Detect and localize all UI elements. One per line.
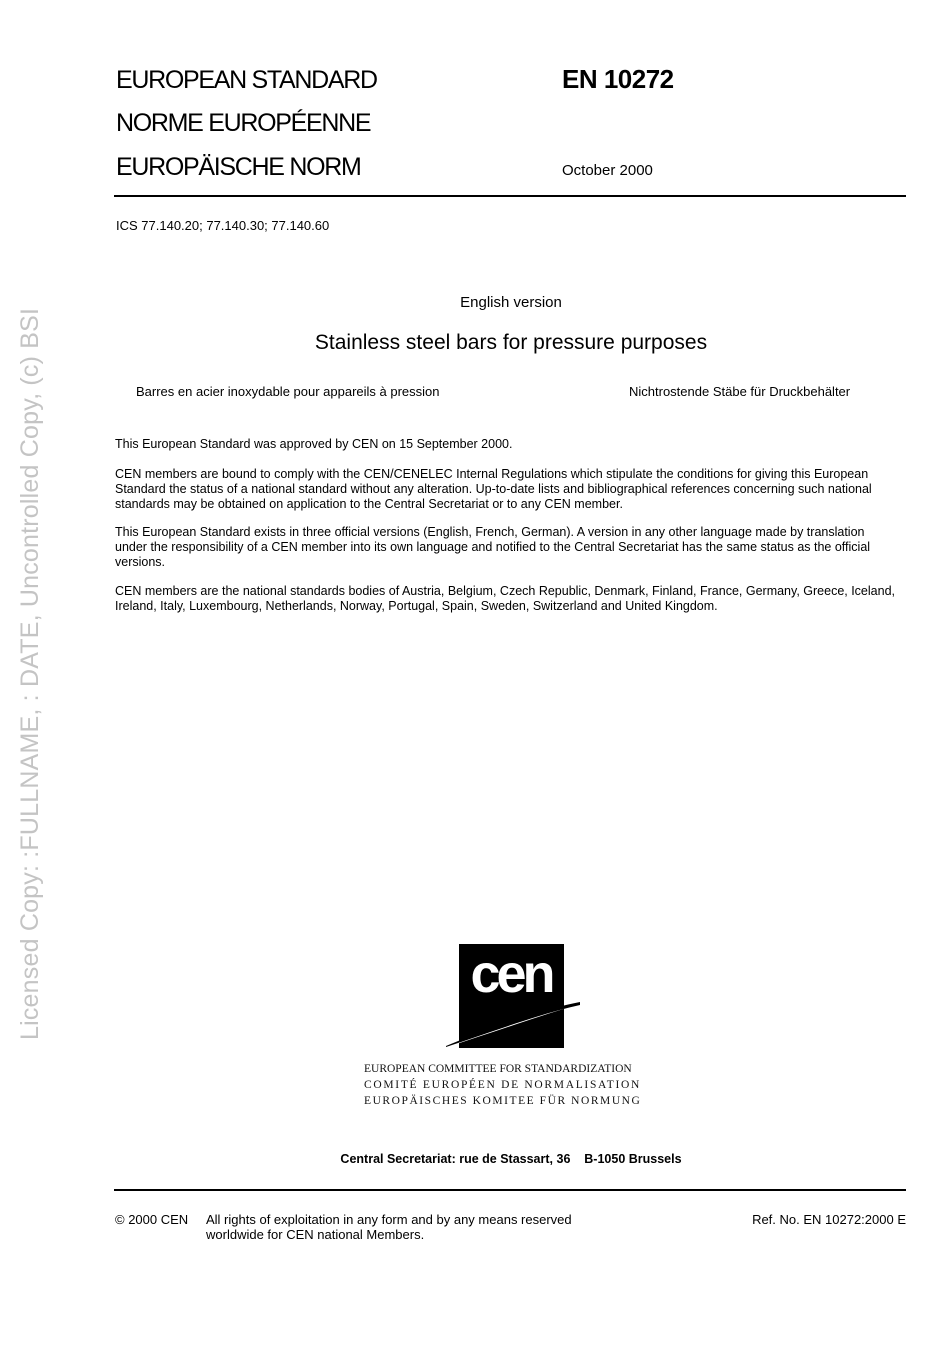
header-divider	[114, 195, 906, 197]
title-french-translation: Barres en acier inoxydable pour appareils à pression	[136, 384, 440, 399]
cen-name-german: EUROPÄISCHES KOMITEE FÜR NORMUNG	[364, 1095, 642, 1107]
ics-codes: ICS 77.140.20; 77.140.30; 77.140.60	[116, 218, 330, 233]
copyright-notice: © 2000 CEN	[115, 1212, 189, 1227]
document-title: Stainless steel bars for pressure purposes	[314, 331, 708, 354]
cen-logo	[444, 942, 580, 1050]
license-watermark: Licensed Copy: :FULLNAME, : DATE, Uncontrolled Copy, (c) BSI	[16, 307, 44, 1040]
title-german-translation: Nichtrostende Stäbe für Druckbehälter	[629, 384, 851, 399]
title-french: NORME EUROPÉENNE	[116, 109, 371, 137]
standard-number: EN 10272	[562, 64, 674, 94]
central-secretariat-address: Central Secretariat: rue de Stassart, 36 B-1050 Brussels	[340, 1152, 682, 1166]
rights-line-1: All rights of exploitation in any form and by any means reserved	[206, 1212, 572, 1227]
version-label: English version	[460, 294, 562, 311]
title-english: EUROPEAN STANDARD	[116, 66, 377, 94]
cen-name-english: EUROPEAN COMMITTEE FOR STANDARDIZATION	[364, 1063, 632, 1075]
cen-name-french: COMITÉ EUROPÉEN DE NORMALISATION	[364, 1079, 642, 1091]
members-paragraph: CEN members are the national standards bodies of Austria, Belgium, Czech Republic, Denmark, Finland, France, Germany, Greece, Iceland, Ireland, Italy, Luxembourg, Netherlands, Norway, Portugal, Spain, Sweden, Switzerland and United Kingdom.	[115, 584, 895, 613]
approval-paragraph: This European Standard was approved by CEN on 15 September 2000.	[115, 437, 513, 451]
versions-paragraph: This European Standard exists in three official versions (English, French, German). A version in any other language made by translation under the responsibility of a CEN member into its own language and notified to the Central Secretariat has the same status as the official versions.	[115, 525, 871, 569]
regulations-paragraph: CEN members are bound to comply with the CEN/CENELEC Internal Regulations which stipulate the conditions for giving this European Standard the status of a national standard without any alteration. Up-to-date lists and bibliographical references concerning such national standards may be obtained on application to the Central Secretariat or to any CEN member.	[115, 467, 872, 511]
publication-date: October 2000	[562, 162, 653, 179]
rights-line-2: worldwide for CEN national Members.	[206, 1227, 425, 1242]
footer-divider	[114, 1189, 906, 1191]
title-german: EUROPÄISCHE NORM	[116, 153, 361, 181]
reference-number: Ref. No. EN 10272:2000 E	[752, 1212, 906, 1227]
cen-logo-text: cen	[470, 944, 552, 1004]
